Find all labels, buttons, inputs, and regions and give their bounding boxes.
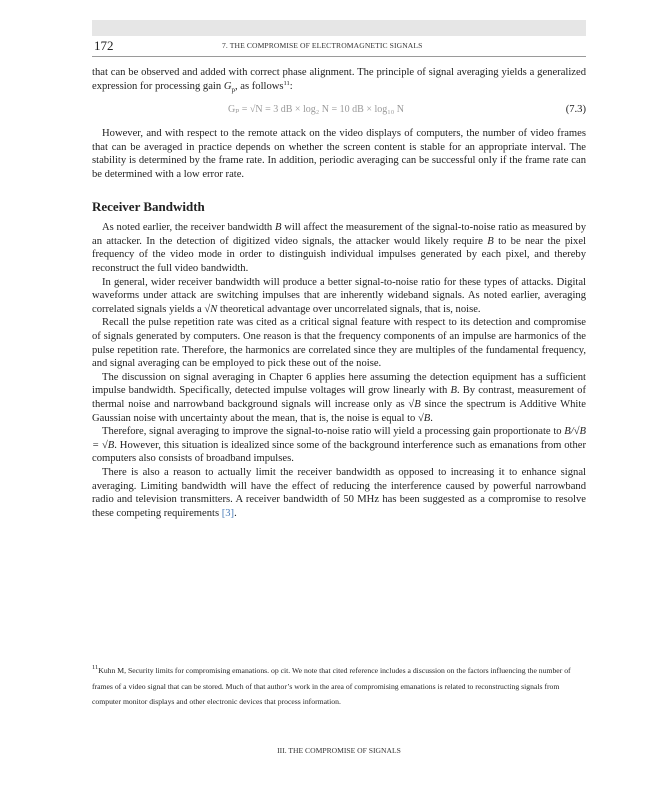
rb-paragraph-2: In general, wider receiver bandwidth will produce a better signal-to-noise ratio for these types of attacks. Digital waveforms under attack are switching impulses that are inherently wideband signals. As noted earlier, averaging correlated signals yields a √N theoretical advantage over uncorrelated signals, that is, noise. [92,276,586,315]
rb-paragraph-1: As noted earlier, the receiver bandwidth B will affect the measurement of the signal-to-noise ratio as measured by an attacker. In the detection of digitized video signals, the attacker would likely require B to be near the pixel frequency of the video mode in order to distinguish individual impulses generated by each pixel, and thereby reconstruct the full video bandwidth. [92,222,586,275]
header-bar [92,20,586,36]
intro-paragraph: that can be observed and added with correct phase alignment. The principle of signal averaging yields a generalized expression for processing gain $G_p$, as follows$^{11}$: [92,67,586,94]
rb-paragraph-3: Recall the pulse repetition rate was cited as a critical signal feature with respect to its detection and compromise of signals generated by computers. One reason is that the frequency components of an impulse are harmonics of the pulse repetition rate. Therefore, the harmonics are correlated since they are multiples of the fundamental frequency, and signal averaging can be employed to pick these out of the noise. [92,317,586,370]
page-number: 172 [94,38,114,53]
page-footer: III. THE COMPROMISE OF SIGNALS [277,746,401,755]
running-head: 7. THE COMPROMISE OF ELECTROMAGNETIC SIGNALS [222,41,423,50]
rb-paragraph-4: The discussion on signal averaging in Chapter 6 applies here assuming the detection equipment has a sufficient impulse bandwidth. Specifically, detected impulse voltages will grow linearly with B. By contrast, measurement of thermal noise and narrowband background signals will increase only as √B since the spectrum is Additive White Gaussian noise with uncertainty about the mean, that is, the noise is equal to √B. [92,371,586,424]
footnote-mark: 11 [92,664,99,671]
page-header [92,38,586,57]
section-heading: Receiver Bandwidth [92,198,205,214]
rb-paragraph-5: Therefore, signal averaging to improve the signal-to-noise ratio will yield a processing gain proportionate to B/√B = √B. However, this situation is idealized since some of the background interference such as emanations from other computers also consists of broadband impulses. [92,426,586,465]
citation-link[interactable]: [3] [221,507,235,519]
footnote [92,663,586,710]
rb-paragraph-6: There is also a reason to actually limit the receiver bandwidth as opposed to increasing it to enhance signal averaging. Limiting bandwidth will have the effect of reducing the interference caused by powerful narrowband radio and television transmitters. A receiver bandwidth of 50 MHz has been suggested as a compromise to resolve these competing requirements [3]. [92,466,586,519]
equation-number: (7.3) [565,104,586,116]
footnote-ref: 11 [283,79,290,87]
main-text [92,66,586,520]
footnote-text: Kuhn M, Security limits for compromising emanations. op cit. We note that cited reference includes a discussion on the factors influencing the number of frames of a video signal that can be stored. Much of that author’s work in the area of compromising emanations is related to reconstructing signals from computer monitor displays and other electronic devices that process information. [92,666,571,707]
equation-7-3 [92,101,586,123]
paragraph-frame-rate: However, and with respect to the remote attack on the video displays of computers, the number of video frames that can be averaged in practice depends on whether the screen content is stable for an appropriate interval. The stability is determined by the frame rate. In addition, periodic averaging can be successful only if the frame rate can be determined with a low error rate. [92,128,586,181]
equation-text: Gₚ = √N = 3 dB × log₂ N = 10 dB × log₁₀ N [228,104,404,116]
